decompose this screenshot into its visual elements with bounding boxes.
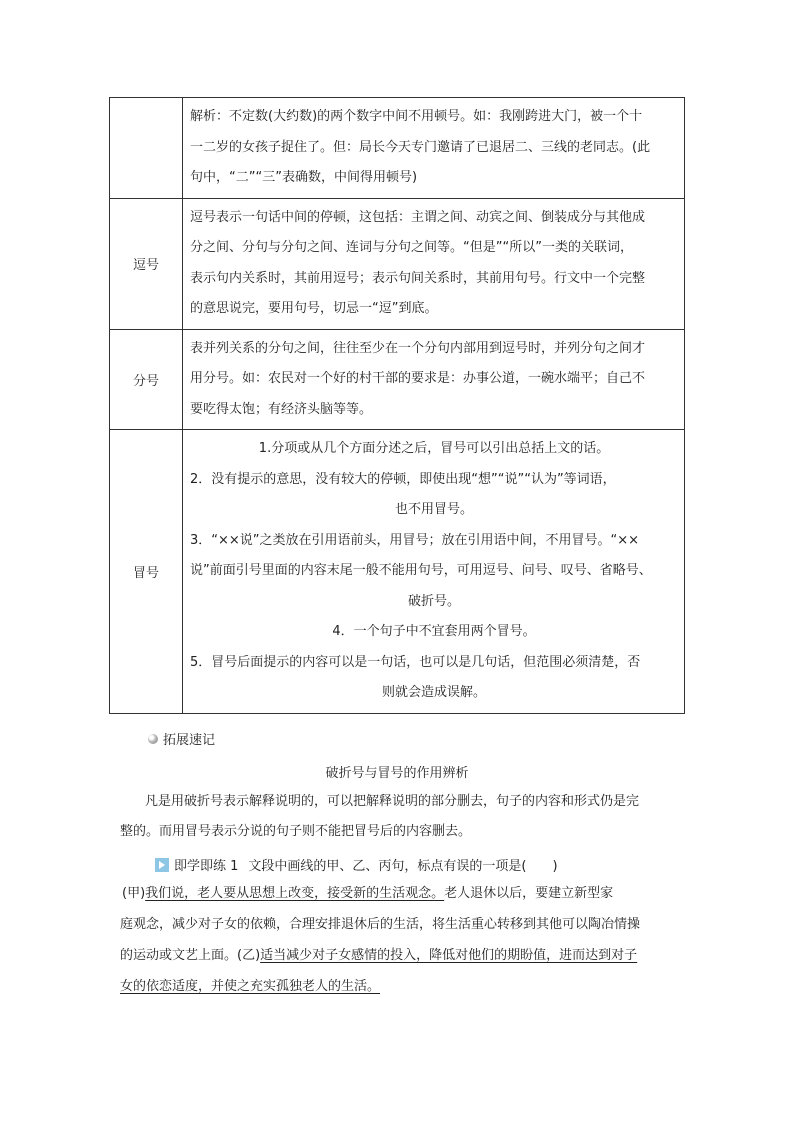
exercise-line	[120, 977, 380, 997]
row-desc-cell	[183, 430, 685, 714]
section-header	[148, 729, 215, 748]
sentence-mark: (甲)	[122, 886, 146, 901]
exercise-line	[122, 884, 613, 904]
text-line: 逗号表示一句话中间的停顿，这包括：主谓之间、动宾之间、倒装成分与其他成	[190, 209, 646, 225]
text-line: 5．冒号后面提示的内容可以是一句话，也可以是几句话，但范围必须清楚，否	[190, 654, 641, 670]
text-line: 则就会造成误解。	[381, 685, 486, 700]
exercise-question: 文段中画线的甲、乙、丙句，标点有误的一项是( )	[248, 859, 558, 874]
underlined-sentence: 适当减少对子女感情的投入，降低对他们的期盼值，进而达到对子	[260, 948, 638, 963]
row-name-cell	[110, 98, 183, 199]
underlined-sentence: 我们说，老人要从思想上改变，接受新的生活观念。	[145, 886, 445, 901]
text-line: 破折号。	[407, 593, 460, 609]
table-row	[110, 198, 685, 329]
text-line: 2．没有提示的意思，没有较大的停顿，即使出现“想”“说”“认为”等词语，	[190, 471, 616, 487]
paragraph-line: 凡是用破折号表示解释说明的，可以把解释说明的部分删去，句子的内容和形式仍是完	[145, 794, 640, 809]
text-line: 3．“××说”之类放在引用语前头，用冒号；放在引用语中间，不用冒号。“××	[190, 532, 640, 548]
arrow-icon	[155, 858, 169, 872]
row-desc-cell	[183, 198, 685, 329]
section-title: 拓展速记	[163, 733, 216, 748]
table-row	[110, 329, 685, 430]
exercise-label: 即学即练 1	[174, 859, 239, 874]
underlined-sentence: 女的依恋适度，并使之充实孤独老人的生活。	[120, 979, 381, 994]
text-line: 要吃得太饱；有经济头脑等等。	[190, 401, 373, 417]
text-line: 也不用冒号。	[394, 502, 473, 517]
row-desc-cell	[183, 329, 685, 430]
text-span: 的运动或文艺上面。(乙)	[120, 948, 261, 963]
punctuation-table	[109, 97, 685, 714]
text-line: 1.分项或从几个方面分述之后，冒号可以引出总括上文的话。	[258, 441, 610, 456]
text-line: 说”前面引号里面的内容末尾一般不能用句号，可用逗号、问号、叹号、省略号、	[190, 563, 652, 578]
paragraph-line: 整的。而用冒号表示分说的句子则不能把冒号后的内容删去。	[120, 824, 472, 839]
row-name-cell: 冒号	[110, 430, 183, 714]
exercise-line: 庭观念，减少对子女的依赖，合理安排退休后的生活，将生活重心转移到其他可以陶冶情操	[120, 917, 641, 932]
exercise-line	[120, 946, 637, 966]
table-row	[110, 98, 685, 199]
text-line: 4．一个句子中不宜套用两个冒号。	[332, 624, 536, 639]
text-line: 用分号。如：农民对一个好的村干部的要求是：办事公道，一碗水端平；自己不	[190, 371, 646, 386]
row-desc-cell	[183, 98, 685, 199]
text-line: 句中，“二”“三”表确数，中间得用顿号)	[190, 170, 418, 185]
bullet-icon	[148, 734, 158, 744]
text-line: 表并列关系的分句之间，往往至少在一个分句内部用到逗号时，并列分句之间才	[190, 340, 646, 356]
text-line: 分之间、分句与分句之间、连词与分句之间等。“但是”“所以”一类的关联词，	[190, 240, 633, 255]
text-span: 老人退休以后，要建立新型家	[444, 886, 614, 901]
text-line: 的意思说完，要用句号，切忌一“逗”到底。	[190, 301, 438, 316]
text-line: 表示句内关系时，其前用逗号；表示句间关系时，其前用句号。行文中一个完整	[190, 270, 646, 286]
row-name-cell: 分号	[110, 329, 183, 430]
row-name-cell: 逗号	[110, 198, 183, 329]
text-line: 一二岁的女孩子捉住了。但：局长今天专门邀请了已退居二、三线的老同志。(此	[190, 139, 651, 155]
subheading: 破折号与冒号的作用辨析	[325, 766, 469, 781]
text-line: 解析：不定数(大约数)的两个数字中间不用顿号。如：我刚跨进大门，被一个十	[190, 109, 643, 124]
exercise-header	[155, 855, 558, 874]
table-row	[110, 430, 685, 714]
